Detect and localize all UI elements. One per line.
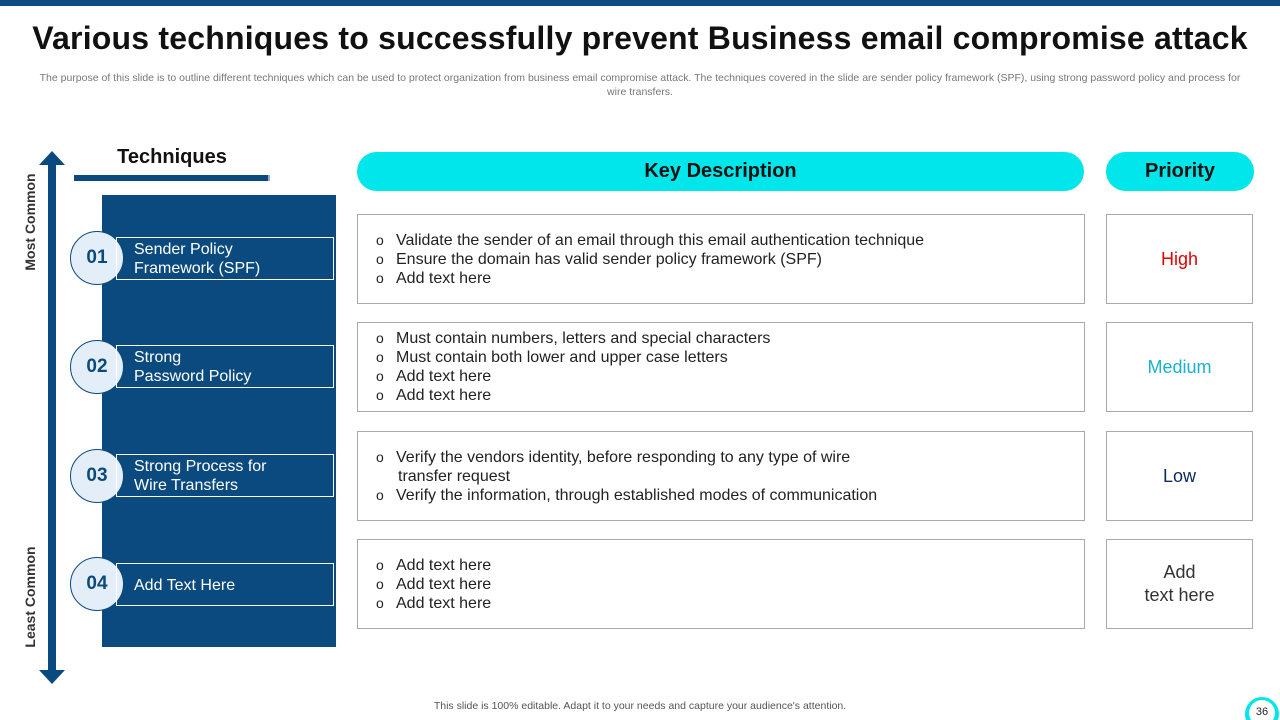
technique-label [116, 345, 334, 388]
description-line: Verify the vendors identity, before responding to any type of wire [396, 448, 851, 466]
technique-label [116, 454, 334, 497]
description-bullet [376, 556, 1084, 575]
technique-label-line: Sender Policy [134, 241, 233, 258]
description-bullet [376, 348, 1084, 367]
description-bullet [376, 231, 1084, 250]
description-bullet [376, 486, 1084, 505]
description-line: Validate the sender of an email through this email authentication technique [396, 231, 925, 249]
description-box [357, 322, 1085, 412]
technique-number-badge: 03 [70, 449, 124, 503]
key-description-header: Key Description [357, 152, 1084, 191]
description-line: Must contain numbers, letters and special characters [396, 330, 771, 347]
technique-label-line: Framework (SPF) [134, 260, 261, 277]
description-line: Add text here [396, 269, 492, 287]
techniques-heading: Techniques [117, 146, 227, 168]
description-line: Add text here [396, 575, 492, 593]
top-accent-bar [0, 0, 1280, 6]
description-line: Add text here [396, 387, 492, 404]
priority-value: High [1160, 248, 1199, 269]
arrow-down-icon [39, 670, 65, 684]
description-line: Add text here [396, 594, 492, 612]
technique-label-line: Password Policy [134, 368, 252, 385]
description-bullet [376, 448, 1084, 486]
technique-label-line: Add Text Here [134, 576, 236, 594]
technique-label [116, 563, 334, 606]
page-number: 36 [1249, 700, 1275, 720]
priority-value: text here [1144, 585, 1215, 605]
description-bullet [376, 594, 1084, 613]
technique-label-line: Strong Process for [134, 458, 267, 475]
description-box [357, 539, 1085, 629]
technique-number-badge: 02 [70, 340, 124, 394]
priority-header: Priority [1106, 152, 1254, 191]
description-bullet [376, 386, 1084, 405]
priority-box [1106, 431, 1253, 521]
description-bullet [376, 367, 1084, 386]
most-common-label: Most Common [22, 173, 38, 271]
technique-label [116, 237, 334, 280]
description-line: Add text here [396, 368, 492, 385]
priority-value: Medium [1147, 356, 1212, 377]
technique-number-badge: 01 [70, 231, 124, 285]
technique-label-line: Wire Transfers [134, 477, 239, 494]
priority-value: Low [1162, 465, 1197, 486]
footer-note: This slide is 100% editable. Adapt it to your needs and capture your audience's attention. [433, 700, 847, 712]
description-bullet [376, 329, 1084, 348]
description-line: Verify the information, through established modes of communication [396, 486, 878, 504]
priority-value: Add [1163, 562, 1196, 582]
techniques-underline [74, 175, 270, 181]
frequency-arrow [48, 160, 56, 672]
priority-box [1106, 322, 1253, 412]
description-line: Must contain both lower and upper case letters [396, 349, 728, 366]
description-bullet [376, 250, 1084, 269]
technique-label-line: Strong [134, 349, 182, 366]
slide-title: Various techniques to successfully prevent Business email compromise attack [32, 20, 1248, 56]
least-common-label: Least Common [22, 546, 38, 648]
description-line: transfer request [398, 467, 511, 485]
description-bullet [376, 575, 1084, 594]
priority-box [1106, 539, 1253, 629]
priority-box [1106, 214, 1253, 304]
slide-subtitle: The purpose of this slide is to outline different techniques which can be used to protect organization from business email compromise attack. The techniques covered in the slide are sender policy framework (SPF), using strong password policy and process for wire transfers. [39, 72, 1241, 98]
description-line: Add text here [396, 556, 492, 574]
technique-number-badge: 04 [70, 557, 124, 611]
description-bullet [376, 269, 1084, 288]
description-line: Ensure the domain has valid sender policy framework (SPF) [396, 250, 822, 268]
description-box [357, 431, 1085, 521]
description-box [357, 214, 1085, 304]
